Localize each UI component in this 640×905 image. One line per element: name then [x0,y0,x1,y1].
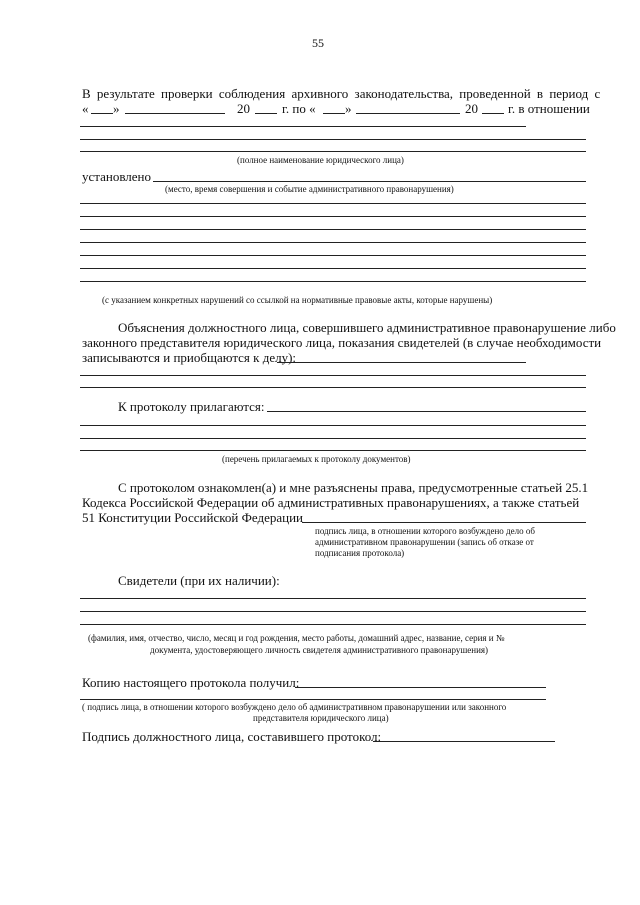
official-signature-field[interactable] [373,741,555,742]
signature-caption-2: административном правонарушении (запись об отказе от [315,537,534,547]
year-field-2[interactable] [482,113,504,114]
explanations-line-a[interactable] [80,375,586,376]
witnesses-line-3[interactable] [80,624,586,625]
day-field-2[interactable] [323,113,345,114]
year-field-1[interactable] [255,113,277,114]
violation-line-1[interactable] [80,203,586,204]
day-field-1[interactable] [91,113,113,114]
copy-received-label: Копию настоящего протокола получил: [82,675,300,690]
legal-entity-line-3[interactable] [80,151,586,152]
established-field[interactable] [153,181,586,182]
violation-line-6[interactable] [80,268,586,269]
official-signature-label: Подпись должностного лица, составившего протокол: [82,729,382,744]
acknowledgment-signature-field[interactable] [302,522,586,523]
explanations-line-2: законного представителя юридического лица, показания свидетелей (в случае необходимости [82,335,602,350]
signature-caption-1: подпись лица, в отношении которого возбуждено дело об [315,526,535,536]
explanations-line-b[interactable] [80,387,586,388]
year-prefix-1: 20 [237,101,250,116]
copy-sign-caption-1: ( подпись лица, в отношении которого возбуждено дело об административном правонарушении или законного [82,702,507,712]
established-label: установлено [82,169,152,184]
violation-line-5[interactable] [80,255,586,256]
witnesses-line-2[interactable] [80,611,586,612]
explanations-line-3: записываются и приобщаются к делу): [82,350,297,365]
explanations-line-1: Объяснения должностного лица, совершившего административное правонарушение либо [118,320,616,335]
page-number: 55 [312,36,324,50]
violations-caption: (с указанием конкретных нарушений со ссылкой на нормативные правовые акты, которые нарушены) [102,295,493,305]
intro-text: В результате проверки соблюдения архивного законодательства, проведенной в период с [82,86,601,101]
attachments-line-2[interactable] [80,438,586,439]
legal-entity-caption: (полное наименование юридического лица) [237,155,404,165]
attachments-field[interactable] [267,411,586,412]
copy-received-field[interactable] [295,687,546,688]
acknowledgment-line-3: 51 Конституции Российской Федерации [82,510,303,525]
violation-line-2[interactable] [80,216,586,217]
violation-line-7[interactable] [80,281,586,282]
open-quote-1: « [82,101,89,116]
period-to-text: г. по « [282,101,316,116]
violation-line-4[interactable] [80,242,586,243]
witnesses-line-1[interactable] [80,598,586,599]
acknowledgment-line-1: С протоколом ознакомлен(а) и мне разъяснены права, предусмотренные статьей 25.1 [118,480,589,495]
close-quote-1: » [113,101,120,116]
witnesses-label: Свидетели (при их наличии): [118,573,280,588]
violation-line-3[interactable] [80,229,586,230]
attachments-caption: (перечень прилагаемых к протоколу документов) [222,454,411,464]
signature-caption-3: подписания протокола) [315,548,405,558]
close-quote-2: » [345,101,352,116]
month-field-2[interactable] [356,113,460,114]
witness-info-caption-1: (фамилия, имя, отчество, число, месяц и год рождения, место работы, домашний адрес, название, серия и № [88,633,505,643]
legal-entity-line-2[interactable] [80,139,586,140]
attachments-line-3[interactable] [80,450,586,451]
copy-sign-caption-2: представителя юридического лица) [253,713,389,723]
attachments-line-1[interactable] [80,425,586,426]
witness-info-caption-2: документа, удостоверяющего личность свидетеля административного правонарушения) [150,645,489,655]
copy-received-line[interactable] [80,699,546,700]
legal-entity-line-1[interactable] [80,126,526,127]
attachments-label: К протоколу прилагаются: [118,399,265,414]
explanations-field[interactable] [277,362,526,363]
acknowledgment-line-2: Кодекса Российской Федерации об административных правонарушениях, а также статьей [82,495,580,510]
established-caption: (место, время совершения и событие административного правонарушения) [165,184,454,194]
year-prefix-2: 20 [465,101,478,116]
month-field-1[interactable] [125,113,225,114]
in-relation-text: г. в отношении [508,101,590,116]
